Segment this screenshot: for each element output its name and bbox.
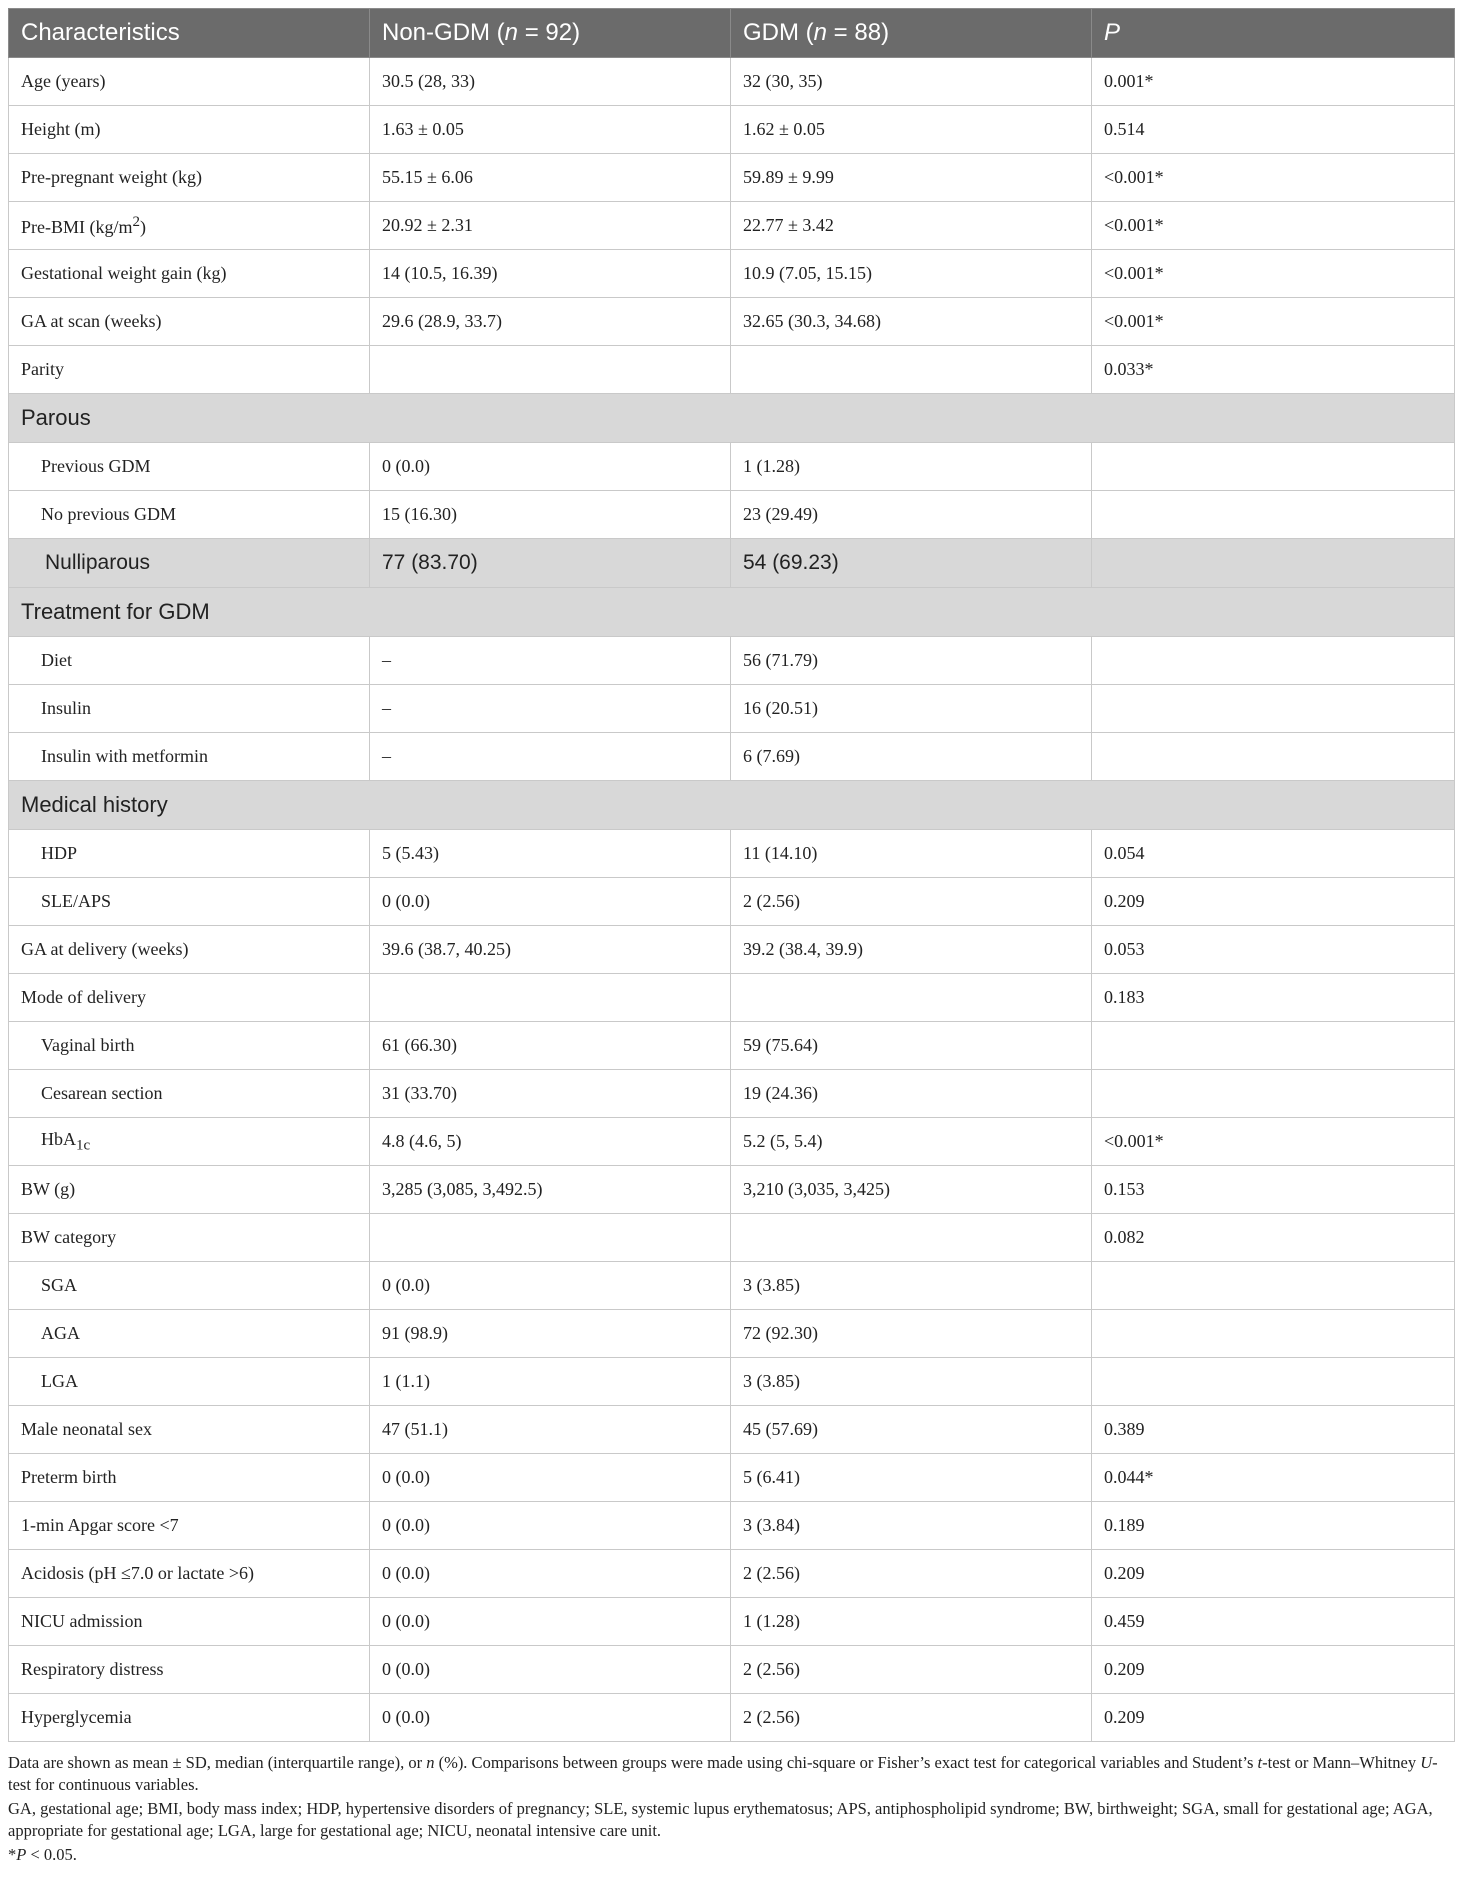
row-label: HDP	[9, 830, 370, 878]
table-footnotes	[8, 1752, 1454, 1866]
gdm-value: 19 (24.36)	[731, 1070, 1092, 1118]
non-gdm-value: 0 (0.0)	[370, 1454, 731, 1502]
non-gdm-value: 3,285 (3,085, 3,492.5)	[370, 1166, 731, 1214]
p-value: 0.033*	[1092, 346, 1455, 394]
section-label: Medical history	[9, 781, 1455, 830]
row-label: Diet	[9, 637, 370, 685]
gdm-value: 5.2 (5, 5.4)	[731, 1118, 1092, 1166]
row-label: Pre-BMI $(kg/m^2)$	[9, 202, 370, 250]
p-value: <0.001*	[1092, 202, 1455, 250]
row-label: GA at scan (weeks)	[9, 298, 370, 346]
p-value	[1092, 443, 1455, 491]
p-value: 0.209	[1092, 1646, 1455, 1694]
gdm-value: 23 (29.49)	[731, 491, 1092, 539]
gdm-value: 2 (2.56)	[731, 1694, 1092, 1742]
table-row	[9, 685, 1455, 733]
table-row	[9, 1214, 1455, 1262]
p-value	[1092, 491, 1455, 539]
table-row	[9, 250, 1455, 298]
row-label: BW (g)	[9, 1166, 370, 1214]
table-row	[9, 1070, 1455, 1118]
p-value	[1092, 539, 1455, 588]
row-label: Acidosis (pH ≤7.0 or lactate >6)	[9, 1550, 370, 1598]
non-gdm-value: 0 (0.0)	[370, 1598, 731, 1646]
p-value: 0.153	[1092, 1166, 1455, 1214]
p-value	[1092, 1022, 1455, 1070]
gdm-value: 10.9 (7.05, 15.15)	[731, 250, 1092, 298]
p-value: 0.209	[1092, 1694, 1455, 1742]
non-gdm-value: 29.6 (28.9, 33.7)	[370, 298, 731, 346]
table-container	[8, 8, 1454, 1868]
gdm-value: 1 (1.28)	[731, 443, 1092, 491]
row-label: Male neonatal sex	[9, 1406, 370, 1454]
table-row-nulliparous	[9, 539, 1455, 588]
table-row	[9, 202, 1455, 250]
gdm-value: 11 (14.10)	[731, 830, 1092, 878]
row-label: Pre-pregnant weight (kg)	[9, 154, 370, 202]
section-row-medical-history	[9, 781, 1455, 830]
row-label: Hyperglycemia	[9, 1694, 370, 1742]
non-gdm-value: 0 (0.0)	[370, 878, 731, 926]
table-row	[9, 1118, 1455, 1166]
gdm-value: 32.65 (30.3, 34.68)	[731, 298, 1092, 346]
non-gdm-value: 4.8 (4.6, 5)	[370, 1118, 731, 1166]
non-gdm-value: 14 (10.5, 16.39)	[370, 250, 731, 298]
non-gdm-value: 5 (5.43)	[370, 830, 731, 878]
table-row	[9, 733, 1455, 781]
row-label: No previous GDM	[9, 491, 370, 539]
row-label: BW category	[9, 1214, 370, 1262]
table-row	[9, 637, 1455, 685]
p-value: 0.209	[1092, 1550, 1455, 1598]
row-label: Gestational weight gain (kg)	[9, 250, 370, 298]
gdm-value: 39.2 (38.4, 39.9)	[731, 926, 1092, 974]
non-gdm-value: 0 (0.0)	[370, 1502, 731, 1550]
row-label: SLE/APS	[9, 878, 370, 926]
row-label: LGA	[9, 1358, 370, 1406]
gdm-value: 22.77 ± 3.42	[731, 202, 1092, 250]
table-row	[9, 1502, 1455, 1550]
non-gdm-value: 91 (98.9)	[370, 1310, 731, 1358]
gdm-value	[731, 1214, 1092, 1262]
gdm-value: 54 (69.23)	[731, 539, 1092, 588]
section-row-treatment	[9, 588, 1455, 637]
non-gdm-value: 0 (0.0)	[370, 443, 731, 491]
non-gdm-value: 47 (51.1)	[370, 1406, 731, 1454]
p-value: <0.001*	[1092, 154, 1455, 202]
row-label: Height (m)	[9, 106, 370, 154]
table-row	[9, 1454, 1455, 1502]
non-gdm-value: 15 (16.30)	[370, 491, 731, 539]
p-value: 0.053	[1092, 926, 1455, 974]
row-label: Age (years)	[9, 58, 370, 106]
p-value: 0.209	[1092, 878, 1455, 926]
row-label: Parity	[9, 346, 370, 394]
table-row	[9, 1166, 1455, 1214]
non-gdm-value	[370, 1214, 731, 1262]
non-gdm-value: 77 (83.70)	[370, 539, 731, 588]
p-value	[1092, 1070, 1455, 1118]
table-row	[9, 443, 1455, 491]
table-row	[9, 1262, 1455, 1310]
characteristics-table	[8, 8, 1455, 1742]
table-row	[9, 1406, 1455, 1454]
gdm-value: 72 (92.30)	[731, 1310, 1092, 1358]
footnote-abbreviations: GA, gestational age; BMI, body mass index; HDP, hypertensive disorders of pregnancy; SLE, systemic lupus erythematosus; APS, antiphospholipid syndrome; BW, birthweight; SGA, small for gestational age; AGA, appropriate for gestational age; LGA, large for gestational age; NICU, neonatal intensive care unit.	[8, 1799, 1433, 1840]
table-row	[9, 1550, 1455, 1598]
non-gdm-value: 20.92 ± 2.31	[370, 202, 731, 250]
gdm-value: 1 (1.28)	[731, 1598, 1092, 1646]
header-row	[9, 9, 1455, 58]
row-label: Mode of delivery	[9, 974, 370, 1022]
gdm-value: 5 (6.41)	[731, 1454, 1092, 1502]
p-value	[1092, 1310, 1455, 1358]
header-non-gdm: Non-GDM (n = 92)	[370, 9, 731, 58]
row-label: GA at delivery (weeks)	[9, 926, 370, 974]
non-gdm-value: –	[370, 733, 731, 781]
non-gdm-value: 39.6 (38.7, 40.25)	[370, 926, 731, 974]
p-value	[1092, 1262, 1455, 1310]
gdm-value: 3,210 (3,035, 3,425)	[731, 1166, 1092, 1214]
row-label: Insulin with metformin	[9, 733, 370, 781]
row-label: Cesarean section	[9, 1070, 370, 1118]
table-row	[9, 298, 1455, 346]
non-gdm-value: 31 (33.70)	[370, 1070, 731, 1118]
p-value: <0.001*	[1092, 298, 1455, 346]
section-label: Parous	[9, 394, 1455, 443]
row-label: Preterm birth	[9, 1454, 370, 1502]
gdm-value: 3 (3.85)	[731, 1358, 1092, 1406]
section-label: Treatment for GDM	[9, 588, 1455, 637]
table-row	[9, 1022, 1455, 1070]
non-gdm-value: 0 (0.0)	[370, 1694, 731, 1742]
table-row	[9, 491, 1455, 539]
row-label: Nulliparous	[9, 539, 370, 588]
gdm-value: 1.62 ± 0.05	[731, 106, 1092, 154]
non-gdm-value	[370, 974, 731, 1022]
non-gdm-value: 0 (0.0)	[370, 1262, 731, 1310]
p-value: 0.389	[1092, 1406, 1455, 1454]
table-row	[9, 1598, 1455, 1646]
table-row	[9, 1646, 1455, 1694]
p-value	[1092, 1358, 1455, 1406]
p-value: 0.001*	[1092, 58, 1455, 106]
row-label: AGA	[9, 1310, 370, 1358]
table-row	[9, 878, 1455, 926]
non-gdm-value: –	[370, 685, 731, 733]
gdm-value: 32 (30, 35)	[731, 58, 1092, 106]
table-row	[9, 926, 1455, 974]
row-label: Insulin	[9, 685, 370, 733]
gdm-value: 45 (57.69)	[731, 1406, 1092, 1454]
section-row-parous	[9, 394, 1455, 443]
table-row	[9, 1310, 1455, 1358]
gdm-value: 16 (20.51)	[731, 685, 1092, 733]
table-row	[9, 346, 1455, 394]
p-value: 0.044*	[1092, 1454, 1455, 1502]
p-value: 0.459	[1092, 1598, 1455, 1646]
footnote-methods: Data are shown as mean ± SD, median (interquartile range), or n (%). Comparisons between groups were made using chi-square or Fisher’s exact test for categorical variables and Student’s t-test or Mann–Whitney U-test for continuous variables.	[8, 1753, 1438, 1794]
gdm-value	[731, 974, 1092, 1022]
non-gdm-value: 61 (66.30)	[370, 1022, 731, 1070]
table-row	[9, 974, 1455, 1022]
non-gdm-value: 1.63 ± 0.05	[370, 106, 731, 154]
gdm-value: 2 (2.56)	[731, 1550, 1092, 1598]
non-gdm-value: –	[370, 637, 731, 685]
p-value: <0.001*	[1092, 250, 1455, 298]
header-gdm: GDM (n = 88)	[731, 9, 1092, 58]
non-gdm-value: 0 (0.0)	[370, 1646, 731, 1694]
table-row	[9, 830, 1455, 878]
p-value: 0.514	[1092, 106, 1455, 154]
non-gdm-value: 0 (0.0)	[370, 1550, 731, 1598]
gdm-value: 59 (75.64)	[731, 1022, 1092, 1070]
header-characteristics: Characteristics	[9, 9, 370, 58]
gdm-value: 56 (71.79)	[731, 637, 1092, 685]
gdm-value: 6 (7.69)	[731, 733, 1092, 781]
footnote-significance: *P < 0.05.	[8, 1845, 77, 1864]
gdm-value: 2 (2.56)	[731, 878, 1092, 926]
gdm-value	[731, 346, 1092, 394]
table-row	[9, 106, 1455, 154]
row-label: Vaginal birth	[9, 1022, 370, 1070]
row-label: Respiratory distress	[9, 1646, 370, 1694]
table-row	[9, 154, 1455, 202]
table-row	[9, 58, 1455, 106]
non-gdm-value: 1 (1.1)	[370, 1358, 731, 1406]
p-value: <0.001*	[1092, 1118, 1455, 1166]
p-value: 0.183	[1092, 974, 1455, 1022]
row-label: SGA	[9, 1262, 370, 1310]
p-value: 0.189	[1092, 1502, 1455, 1550]
table-row	[9, 1358, 1455, 1406]
row-label: NICU admission	[9, 1598, 370, 1646]
gdm-value: 59.89 ± 9.99	[731, 154, 1092, 202]
p-value	[1092, 637, 1455, 685]
table-row	[9, 1694, 1455, 1742]
gdm-value: 3 (3.84)	[731, 1502, 1092, 1550]
gdm-value: 2 (2.56)	[731, 1646, 1092, 1694]
p-value: 0.054	[1092, 830, 1455, 878]
row-label: 1-min Apgar score <7	[9, 1502, 370, 1550]
row-label: HbA$_{1c}$	[9, 1118, 370, 1166]
row-label: Previous GDM	[9, 443, 370, 491]
non-gdm-value	[370, 346, 731, 394]
non-gdm-value: 30.5 (28, 33)	[370, 58, 731, 106]
p-value	[1092, 733, 1455, 781]
header-p: P	[1092, 9, 1455, 58]
p-value	[1092, 685, 1455, 733]
p-value: 0.082	[1092, 1214, 1455, 1262]
non-gdm-value: 55.15 ± 6.06	[370, 154, 731, 202]
gdm-value: 3 (3.85)	[731, 1262, 1092, 1310]
